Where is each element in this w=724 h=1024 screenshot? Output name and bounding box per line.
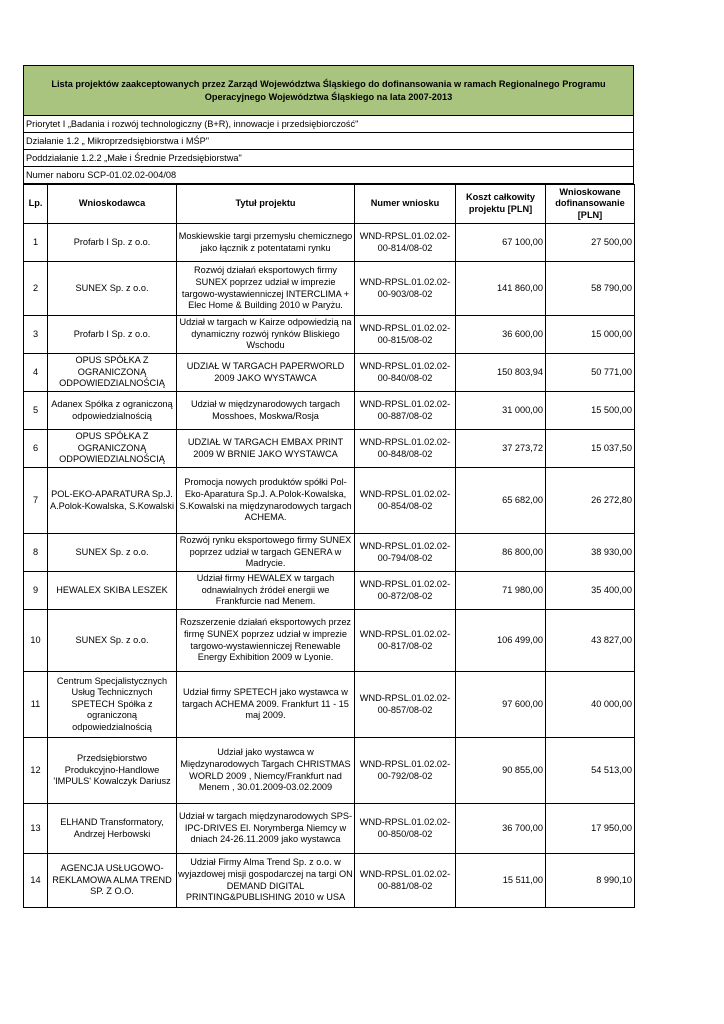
cell-requested: 58 790,00 xyxy=(546,262,635,316)
cell-cost: 36 700,00 xyxy=(456,804,546,854)
cell-lp: 12 xyxy=(24,738,48,804)
cell-title: Promocja nowych produktów spółki Pol-Eko-Aparatura Sp.J. A.Polok-Kowalska, S.Kowalski na międzynarodowych targach ACHEMA. xyxy=(177,468,355,534)
cell-requested: 50 771,00 xyxy=(546,354,635,392)
cell-title: UDZIAŁ W TARGACH PAPERWORLD 2009 JAKO WYSTAWCA xyxy=(177,354,355,392)
cell-applicant: Profarb I Sp. z o.o. xyxy=(48,224,177,262)
cell-applicant: POL-EKO-APARATURA Sp.J. A.Polok-Kowalska, S.Kowalski xyxy=(48,468,177,534)
table-row xyxy=(24,430,635,468)
cell-number: WND-RPSL.01.02.02-00-887/08-02 xyxy=(355,392,456,430)
cell-title: Udział w targach międzynarodowych SPS-IPC-DRIVES El. Norymberga Niemcy w dniach 24-26.11.2009 jako wystawca xyxy=(177,804,355,854)
cell-title: UDZIAŁ W TARGACH EMBAX PRINT 2009 W BRNIE JAKO WYSTAWCA xyxy=(177,430,355,468)
cell-cost: 67 100,00 xyxy=(456,224,546,262)
table-row xyxy=(24,392,635,430)
table-header-row xyxy=(24,185,635,224)
cell-cost: 90 855,00 xyxy=(456,738,546,804)
cell-lp: 8 xyxy=(24,534,48,572)
table-row xyxy=(24,610,635,672)
cell-title: Rozszerzenie działań eksportowych przez firmę SUNEX poprzez udział w imprezie targowo-wystawienniczej Renewable Energy Exhibition 2009 w Lyonie. xyxy=(177,610,355,672)
cell-requested: 8 990,10 xyxy=(546,854,635,908)
cell-number: WND-RPSL.01.02.02-00-840/08-02 xyxy=(355,354,456,392)
cell-applicant: SUNEX Sp. z o.o. xyxy=(48,262,177,316)
cell-lp: 7 xyxy=(24,468,48,534)
header-cost: Koszt całkowity projektu [PLN] xyxy=(456,185,546,224)
info-action: Działanie 1.2 „ Mikroprzedsiębiorstwa i MŚP" xyxy=(23,133,634,150)
cell-requested: 15 037,50 xyxy=(546,430,635,468)
cell-lp: 10 xyxy=(24,610,48,672)
table-row xyxy=(24,262,635,316)
cell-lp: 14 xyxy=(24,854,48,908)
cell-lp: 5 xyxy=(24,392,48,430)
cell-lp: 13 xyxy=(24,804,48,854)
table-row xyxy=(24,316,635,354)
cell-number: WND-RPSL.01.02.02-00-815/08-02 xyxy=(355,316,456,354)
table-row xyxy=(24,804,635,854)
table-body xyxy=(24,224,635,908)
cell-title: Rozwój rynku eksportowego firmy SUNEX poprzez udział w targach GENERA w Madrycie. xyxy=(177,534,355,572)
cell-title: Udział jako wystawca w Międzynarodowych Targach CHRISTMAS WORLD 2009 , Niemcy/Frankfurt nad Menem , 30.01.2009-03.02.2009 xyxy=(177,738,355,804)
cell-number: WND-RPSL.01.02.02-00-848/08-02 xyxy=(355,430,456,468)
cell-cost: 37 273,72 xyxy=(456,430,546,468)
cell-applicant: Centrum Specjalistycznych Usług Technicznych SPETECH Spółka z ograniczoną odpowiedzialnością xyxy=(48,672,177,738)
cell-requested: 27 500,00 xyxy=(546,224,635,262)
header-lp: Lp. xyxy=(24,185,48,224)
cell-lp: 3 xyxy=(24,316,48,354)
info-priority: Priorytet I „Badania i rozwój technologiczny (B+R), innowacje i przedsiębiorczość" xyxy=(23,116,634,133)
cell-title: Udział w targach w Kairze odpowiedzią na dynamiczny rozwój rynków Bliskiego Wschodu xyxy=(177,316,355,354)
header-requested: Wnioskowane dofinansowanie [PLN] xyxy=(546,185,635,224)
cell-title: Rozwój działań eksportowych firmy SUNEX poprzez udział w imprezie targowo-wystawienniczej INTERCLIMA + Elec Home & Building 2010 w Paryżu. xyxy=(177,262,355,316)
cell-cost: 15 511,00 xyxy=(456,854,546,908)
projects-table xyxy=(23,184,635,908)
cell-cost: 65 682,00 xyxy=(456,468,546,534)
cell-applicant: Przedsiębiorstwo Produkcyjno-Handlowe 'IMPULS' Kowalczyk Dariusz xyxy=(48,738,177,804)
cell-requested: 38 930,00 xyxy=(546,534,635,572)
cell-number: WND-RPSL.01.02.02-00-854/08-02 xyxy=(355,468,456,534)
header-applicant: Wnioskodawca xyxy=(48,185,177,224)
cell-number: WND-RPSL.01.02.02-00-814/08-02 xyxy=(355,224,456,262)
cell-requested: 40 000,00 xyxy=(546,672,635,738)
cell-requested: 15 500,00 xyxy=(546,392,635,430)
info-subaction: Poddziałanie 1.2.2 „Małe i Średnie Przedsiębiorstwa" xyxy=(23,150,634,167)
cell-cost: 106 499,00 xyxy=(456,610,546,672)
cell-title: Udział firmy SPETECH jako wystawca w targach ACHEMA 2009. Frankfurt 11 - 15 maj 2009. xyxy=(177,672,355,738)
cell-title: Moskiewskie targi przemysłu chemicznego jako łącznik z potentatami rynku xyxy=(177,224,355,262)
cell-number: WND-RPSL.01.02.02-00-903/08-02 xyxy=(355,262,456,316)
cell-cost: 141 860,00 xyxy=(456,262,546,316)
table-row xyxy=(24,354,635,392)
cell-lp: 2 xyxy=(24,262,48,316)
cell-applicant: SUNEX Sp. z o.o. xyxy=(48,610,177,672)
cell-title: Udział Firmy Alma Trend Sp. z o.o. w wyjazdowej misji gospodarczej na targi ON DEMAND DIGITAL PRINTING&PUBLISHING 2010 w USA xyxy=(177,854,355,908)
header-number: Numer wniosku xyxy=(355,185,456,224)
cell-requested: 17 950,00 xyxy=(546,804,635,854)
cell-applicant: Profarb I Sp. z o.o. xyxy=(48,316,177,354)
cell-title: Udział w międzynarodowych targach Mosshoes, Moskwa/Rosja xyxy=(177,392,355,430)
cell-cost: 31 000,00 xyxy=(456,392,546,430)
cell-number: WND-RPSL.01.02.02-00-872/08-02 xyxy=(355,572,456,610)
cell-lp: 11 xyxy=(24,672,48,738)
cell-cost: 71 980,00 xyxy=(456,572,546,610)
cell-number: WND-RPSL.01.02.02-00-794/08-02 xyxy=(355,534,456,572)
cell-number: WND-RPSL.01.02.02-00-857/08-02 xyxy=(355,672,456,738)
cell-lp: 6 xyxy=(24,430,48,468)
cell-applicant: HEWALEX SKIBA LESZEK xyxy=(48,572,177,610)
table-row xyxy=(24,672,635,738)
cell-requested: 26 272,80 xyxy=(546,468,635,534)
table-row xyxy=(24,534,635,572)
cell-number: WND-RPSL.01.02.02-00-817/08-02 xyxy=(355,610,456,672)
cell-requested: 43 827,00 xyxy=(546,610,635,672)
cell-cost: 86 800,00 xyxy=(456,534,546,572)
cell-applicant: SUNEX Sp. z o.o. xyxy=(48,534,177,572)
cell-requested: 54 513,00 xyxy=(546,738,635,804)
cell-applicant: OPUS SPÓŁKA Z OGRANICZONĄ ODPOWIEDZIALNOŚCIĄ xyxy=(48,430,177,468)
cell-lp: 1 xyxy=(24,224,48,262)
cell-cost: 97 600,00 xyxy=(456,672,546,738)
document xyxy=(23,65,634,908)
cell-cost: 36 600,00 xyxy=(456,316,546,354)
header-title: Tytuł projektu xyxy=(177,185,355,224)
table-row xyxy=(24,468,635,534)
cell-cost: 150 803,94 xyxy=(456,354,546,392)
info-call-number: Numer naboru SCP-01.02.02-004/08 xyxy=(23,167,634,184)
table-row xyxy=(24,738,635,804)
cell-requested: 35 400,00 xyxy=(546,572,635,610)
document-title: Lista projektów zaakceptowanych przez Zarząd Województwa Śląskiego do dofinansowania w ramach Regionalnego Programu Operacyjnego Województwa Śląskiego na lata 2007-2013 xyxy=(23,65,634,116)
cell-lp: 9 xyxy=(24,572,48,610)
table-row xyxy=(24,572,635,610)
cell-applicant: OPUS SPÓŁKA Z OGRANICZONĄ ODPOWIEDZIALNOŚCIĄ xyxy=(48,354,177,392)
cell-applicant: Adanex Spółka z ograniczoną odpowiedzialnością xyxy=(48,392,177,430)
table-row xyxy=(24,854,635,908)
cell-number: WND-RPSL.01.02.02-00-850/08-02 xyxy=(355,804,456,854)
cell-number: WND-RPSL.01.02.02-00-881/08-02 xyxy=(355,854,456,908)
table-row xyxy=(24,224,635,262)
cell-applicant: AGENCJA USŁUGOWO-REKLAMOWA ALMA TREND SP. Z O.O. xyxy=(48,854,177,908)
cell-title: Udział firmy HEWALEX w targach odnawialnych źródeł energii we Frankfurcie nad Menem. xyxy=(177,572,355,610)
cell-applicant: ELHAND Transformatory, Andrzej Herbowski xyxy=(48,804,177,854)
cell-lp: 4 xyxy=(24,354,48,392)
cell-number: WND-RPSL.01.02.02-00-792/08-02 xyxy=(355,738,456,804)
cell-requested: 15 000,00 xyxy=(546,316,635,354)
